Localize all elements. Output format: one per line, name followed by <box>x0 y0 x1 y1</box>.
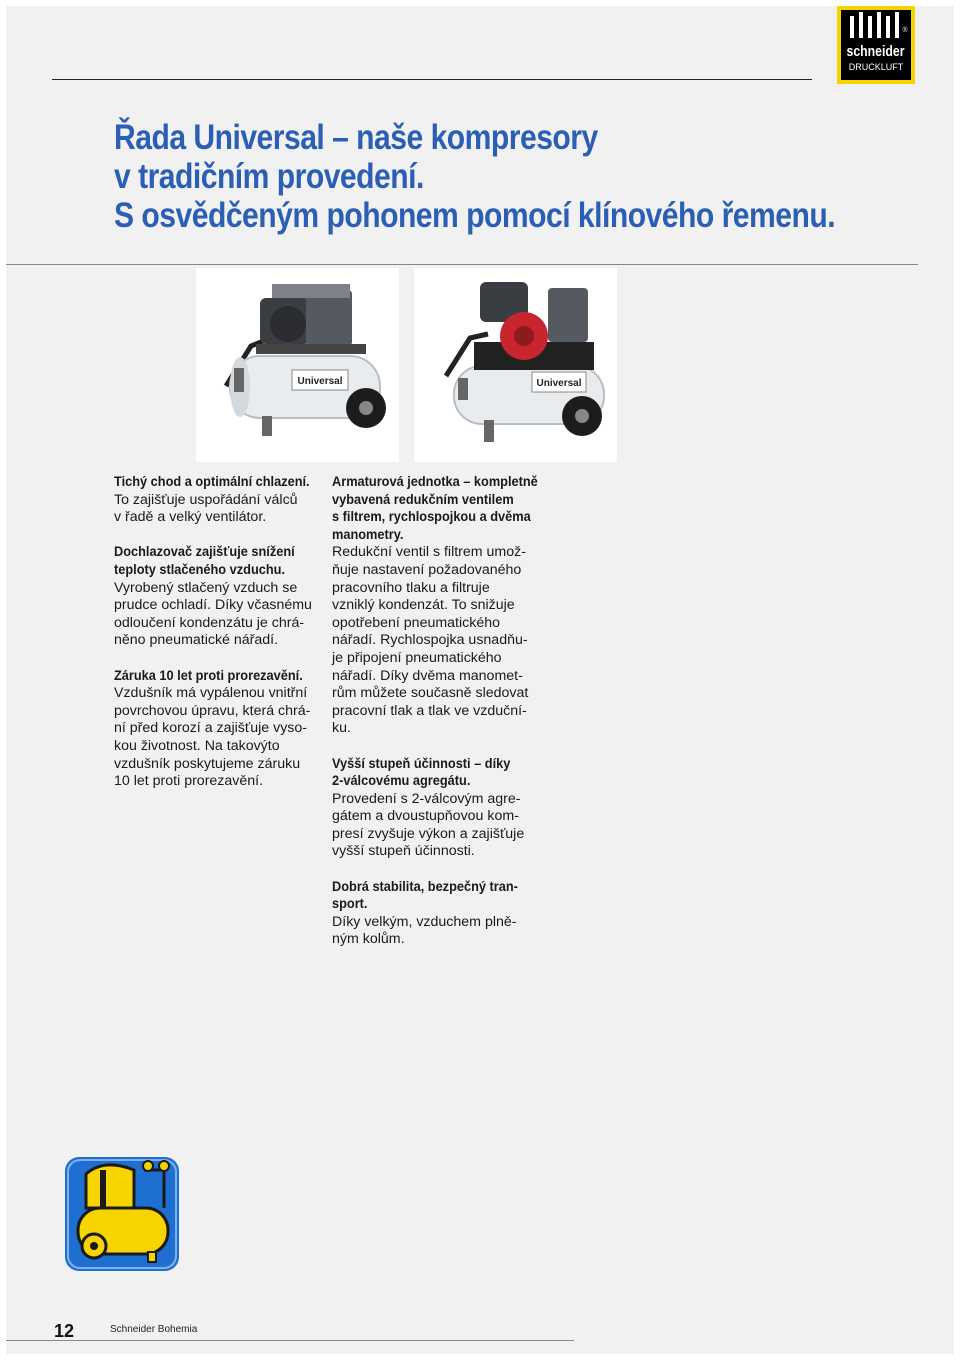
feature-body-line: ným kolům. <box>332 931 405 948</box>
feature-body-line: pracovního tlaku a filtruje <box>332 579 490 596</box>
title-line-1: Řada Universal – naše kompresory <box>114 118 598 157</box>
feature-body-line: To zajišťuje uspořádání válců <box>114 491 298 508</box>
features-column-right <box>332 474 572 967</box>
feature-body-line: Vyrobený stlačený vzduch se <box>114 579 298 596</box>
compressor-category-icon <box>64 1156 180 1272</box>
feature-body-line: vzdušník poskytujeme záruku <box>114 755 301 772</box>
feature-body-line: Díky velkým, vzduchem plně- <box>332 913 517 930</box>
compressor-photo-electric <box>196 268 399 462</box>
feature-warranty <box>114 668 354 791</box>
feature-heading: Tichý chod a optimální chlazení. <box>114 474 310 490</box>
feature-quiet-running <box>114 474 354 527</box>
feature-heading: sport. <box>332 896 368 913</box>
header-rule <box>52 79 812 80</box>
feature-body-line: ku. <box>332 720 351 737</box>
feature-body-line: odloučení kondenzátu je chrá- <box>114 614 305 631</box>
feature-body-line: gátem a dvoustupňovou kom- <box>332 808 519 825</box>
feature-aftercooler <box>114 544 354 650</box>
features-column-left <box>114 474 354 808</box>
feature-heading: 2-válcovému agregátu. <box>332 773 471 790</box>
feature-body-line: Redukční ventil s filtrem umož- <box>332 544 526 561</box>
feature-fitting-unit <box>332 474 572 738</box>
logo-subtitle: DRUCKLUFT <box>848 62 904 72</box>
title-line-2: v tradičním provedení. <box>114 157 424 196</box>
feature-heading: Dochlazovač zajišťuje snížení <box>114 544 295 561</box>
photo-label-right: Universal <box>536 378 582 389</box>
feature-stability <box>332 879 572 949</box>
page-title <box>114 118 835 235</box>
photo-label-left: Universal <box>297 376 343 387</box>
feature-body-line: vzniklý kondenzát. To snižuje <box>332 597 515 614</box>
feature-body-line: rům můžete současně sledovat <box>332 685 529 702</box>
feature-body-line: ňuje nastavení požadovaného <box>332 561 522 578</box>
feature-heading: teploty stlačeného vzduchu. <box>114 561 285 578</box>
title-line-3: S osvědčeným pohonem pomocí klínového řemenu. <box>114 196 836 235</box>
feature-body-line: prudce ochladí. Díky včasnému <box>114 597 312 614</box>
logo-registered-mark: ® <box>902 27 908 34</box>
feature-body-line: Vzdušník má vypálenou vnitřní <box>114 685 308 702</box>
page-number: 12 <box>54 1321 75 1341</box>
feature-body-line: opotřebení pneumatického <box>332 614 501 631</box>
footer-rule <box>6 1340 574 1341</box>
logo-wordmark: schneider <box>846 42 905 60</box>
feature-body-line: presí zvyšuje výkon a zajišťuje <box>332 825 525 842</box>
feature-heading: manometry. <box>332 526 404 543</box>
feature-body-line: povrchovou úpravu, která chrá- <box>114 702 311 719</box>
feature-body-line: 10 let proti prorezavění. <box>114 773 264 790</box>
logo-graphic <box>837 6 915 84</box>
footer-label: Schneider Bohemia <box>110 1324 198 1335</box>
feature-heading: Záruka 10 let proti prorezavění. <box>114 667 303 684</box>
schneider-logo <box>837 6 915 84</box>
feature-body-line: Provedení s 2-válcovým agre- <box>332 790 521 807</box>
feature-heading: vybavená redukčním ventilem <box>332 491 514 508</box>
feature-heading: Vyšší stupeň účinnosti – díky <box>332 755 511 772</box>
feature-heading: Armaturová jednotka – kompletně <box>332 474 538 490</box>
feature-body-line: ní před korozí a zajišťuje vyso- <box>114 720 307 737</box>
feature-body-line: je připojení pneumatického <box>332 649 502 666</box>
feature-heading: Dobrá stabilita, bezpečný tran- <box>332 878 518 895</box>
feature-efficiency <box>332 756 572 862</box>
feature-body-line: v řadě a velký ventilátor. <box>114 509 267 526</box>
section-rule <box>6 264 918 265</box>
feature-body-line: pracovní tlak a tlak ve vzduční- <box>332 702 527 719</box>
feature-body-line: něno pneumatické nářadí. <box>114 632 279 649</box>
feature-body-line: vyšší stupeň účinnosti. <box>332 843 475 860</box>
feature-body-line: nářadí. Díky dvěma manomet- <box>332 667 523 684</box>
feature-body-line: nářadí. Rychlospojka usnadňu- <box>332 632 528 649</box>
feature-body-line: kou životnost. Na takovýto <box>114 737 280 754</box>
compressor-photo-petrol <box>414 268 617 462</box>
feature-heading: s filtrem, rychlospojkou a dvěma <box>332 509 531 526</box>
